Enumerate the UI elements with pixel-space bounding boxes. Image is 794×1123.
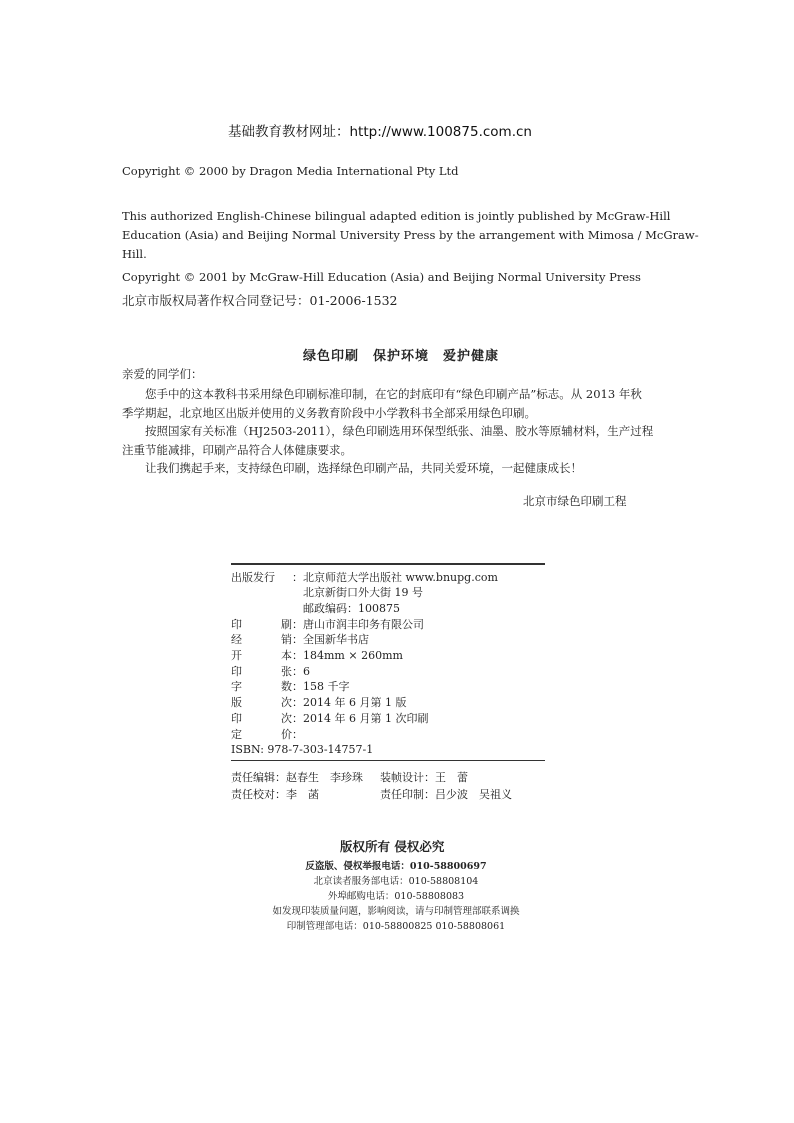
key-char: 张 bbox=[281, 664, 292, 678]
green-print-signature: 北京市绿色印刷工程 bbox=[523, 494, 627, 508]
notice-line: 您手中的这本教科书采用绿色印刷标准印制，在它的封底印有“绿色印刷产品”标志。从 2013 年秋 bbox=[122, 387, 642, 401]
contact-lines bbox=[236, 860, 556, 935]
editor-value: 赵春生 李珍珠 bbox=[286, 771, 363, 784]
editor-row bbox=[231, 787, 512, 804]
notice-line: 注重节能减排，印刷产品符合人体健康要求。 bbox=[122, 442, 352, 457]
copyright-line-edition: Copyright © 2001 by McGraw-Hill Education (Asia) and Beijing Normal University Press bbox=[122, 270, 641, 284]
notice-line: 让我们携起手来，支持绿色印刷，选择绿色印刷产品，共同关爱环境，一起健康成长！ bbox=[122, 461, 582, 476]
imprint-value: 2014 年 6 月第 1 版 bbox=[303, 696, 407, 710]
imprint-block bbox=[231, 563, 545, 761]
editor-row bbox=[231, 770, 512, 787]
imprint-value: 唐山市润丰印务有限公司 bbox=[303, 617, 424, 631]
imprint-key: 出版发行 ： bbox=[231, 570, 303, 584]
imprint-key: 印 张： bbox=[231, 664, 303, 678]
contact-line: 印制管理部电话：010-58800825 010-58808061 bbox=[286, 920, 506, 932]
key-char: 定 bbox=[231, 727, 242, 741]
imprint-bottom-rule bbox=[231, 760, 545, 762]
green-print-notice bbox=[122, 385, 653, 478]
key-char: 经 bbox=[231, 633, 242, 647]
contact-line: 外埠邮购电话：010-58808083 bbox=[327, 890, 465, 902]
key-char: 印 bbox=[231, 617, 242, 631]
notice-line: 按照国家有关标准（HJ2503-2011），绿色印刷选用环保型纸张、油墨、胶水等原辅材料，生产过程 bbox=[122, 424, 654, 439]
imprint-key: 印 刷： bbox=[231, 617, 303, 631]
imprint-key: 字 数： bbox=[231, 680, 303, 694]
authorized-line: Education (Asia) and Beijing Normal University Press by the arrangement with Mimosa / McGraw- bbox=[122, 228, 699, 242]
editor-value: 吕少波 吴祖义 bbox=[435, 787, 512, 801]
key-char: 次 bbox=[281, 696, 292, 710]
editor-credits bbox=[231, 770, 512, 803]
authorized-line: This authorized English-Chinese bilingual adapted edition is jointly published by McGraw-Hill bbox=[122, 209, 671, 223]
imprint-key: 印 次： bbox=[231, 711, 303, 725]
imprint-row bbox=[231, 711, 545, 727]
authorized-edition-paragraph bbox=[122, 207, 699, 264]
green-print-title-part: 绿色印刷 bbox=[303, 349, 360, 364]
imprint-row bbox=[231, 727, 545, 743]
isbn: ISBN: 978-7-303-14757-1 bbox=[231, 743, 374, 757]
imprint-row bbox=[231, 679, 545, 695]
key-char: 数 bbox=[281, 680, 292, 694]
contact-line: 如发现印装质量问题，影响阅读，请与印制管理部联系调换 bbox=[272, 905, 520, 917]
green-print-title bbox=[303, 345, 513, 364]
copyright-registration-number: 北京市版权局著作权合同登记号：01-2006-1532 bbox=[122, 293, 398, 308]
greeting: 亲爱的同学们： bbox=[122, 367, 203, 381]
imprint-row bbox=[231, 632, 545, 648]
imprint-value: 北京师范大学出版社 www.bnupg.com bbox=[303, 570, 498, 584]
imprint-row-isbn bbox=[231, 742, 545, 758]
key-char: 字 bbox=[231, 680, 242, 694]
editor-label: 责任印制： bbox=[380, 787, 435, 801]
imprint-value: 184mm × 260mm bbox=[303, 649, 403, 663]
key-text: 出版发行 bbox=[231, 570, 275, 584]
contact-line: 北京读者服务部电话：010-58808104 bbox=[313, 875, 479, 887]
contact-line: 反盗版、侵权举报电话：010-58800697 bbox=[305, 861, 487, 872]
editor-label: 责任校对： bbox=[231, 787, 286, 801]
key-char: 开 bbox=[231, 649, 242, 663]
key-char: 价 bbox=[281, 727, 292, 741]
imprint-row-address bbox=[231, 585, 545, 601]
imprint-row bbox=[231, 617, 545, 633]
green-print-title-part: 爱护健康 bbox=[443, 349, 500, 364]
key-char: 印 bbox=[231, 711, 242, 725]
imprint-row bbox=[231, 648, 545, 664]
imprint-value: 2014 年 6 月第 1 次印刷 bbox=[303, 711, 429, 725]
imprint-value: 6 bbox=[303, 664, 310, 678]
imprint-row-publisher bbox=[231, 570, 545, 586]
imprint-key: 开 本： bbox=[231, 649, 303, 663]
authorized-line: Hill. bbox=[122, 247, 147, 261]
rights-reserved-title: 版权所有 侵权必究 bbox=[340, 839, 445, 854]
editor-label: 装帧设计： bbox=[380, 771, 435, 784]
key-char: 版 bbox=[231, 696, 242, 710]
imprint-row-postcode bbox=[231, 601, 545, 617]
imprint-value: 邮政编码：100875 bbox=[303, 601, 400, 615]
key-char: 销 bbox=[281, 633, 292, 647]
imprint-row bbox=[231, 664, 545, 680]
green-print-title-part: 保护环境 bbox=[373, 349, 430, 364]
editor-value: 李 菡 bbox=[286, 787, 319, 801]
imprint-row bbox=[231, 695, 545, 711]
key-char: 刷 bbox=[281, 617, 292, 631]
imprint-key: 定 价： bbox=[231, 727, 303, 741]
editor-label: 责任编辑： bbox=[231, 771, 286, 784]
imprint-value: 北京新街口外大街 19 号 bbox=[303, 586, 423, 600]
key-char: 次 bbox=[281, 711, 292, 725]
imprint-value: 158 千字 bbox=[303, 680, 350, 694]
imprint-key: 版 次： bbox=[231, 696, 303, 710]
key-char: 本 bbox=[281, 649, 292, 663]
imprint-value: 全国新华书店 bbox=[303, 633, 369, 647]
key-char: 印 bbox=[231, 664, 242, 678]
notice-line: 季学期起，北京地区出版并使用的义务教育阶段中小学教科书全部采用绿色印刷。 bbox=[122, 405, 536, 420]
editor-value: 王 蕾 bbox=[435, 771, 468, 784]
textbook-website-line: 基础教育教材网址：http://www.100875.com.cn bbox=[228, 124, 532, 140]
imprint-key: 经 销： bbox=[231, 633, 303, 647]
copyright-line-original: Copyright © 2000 by Dragon Media International Pty Ltd bbox=[122, 164, 459, 178]
